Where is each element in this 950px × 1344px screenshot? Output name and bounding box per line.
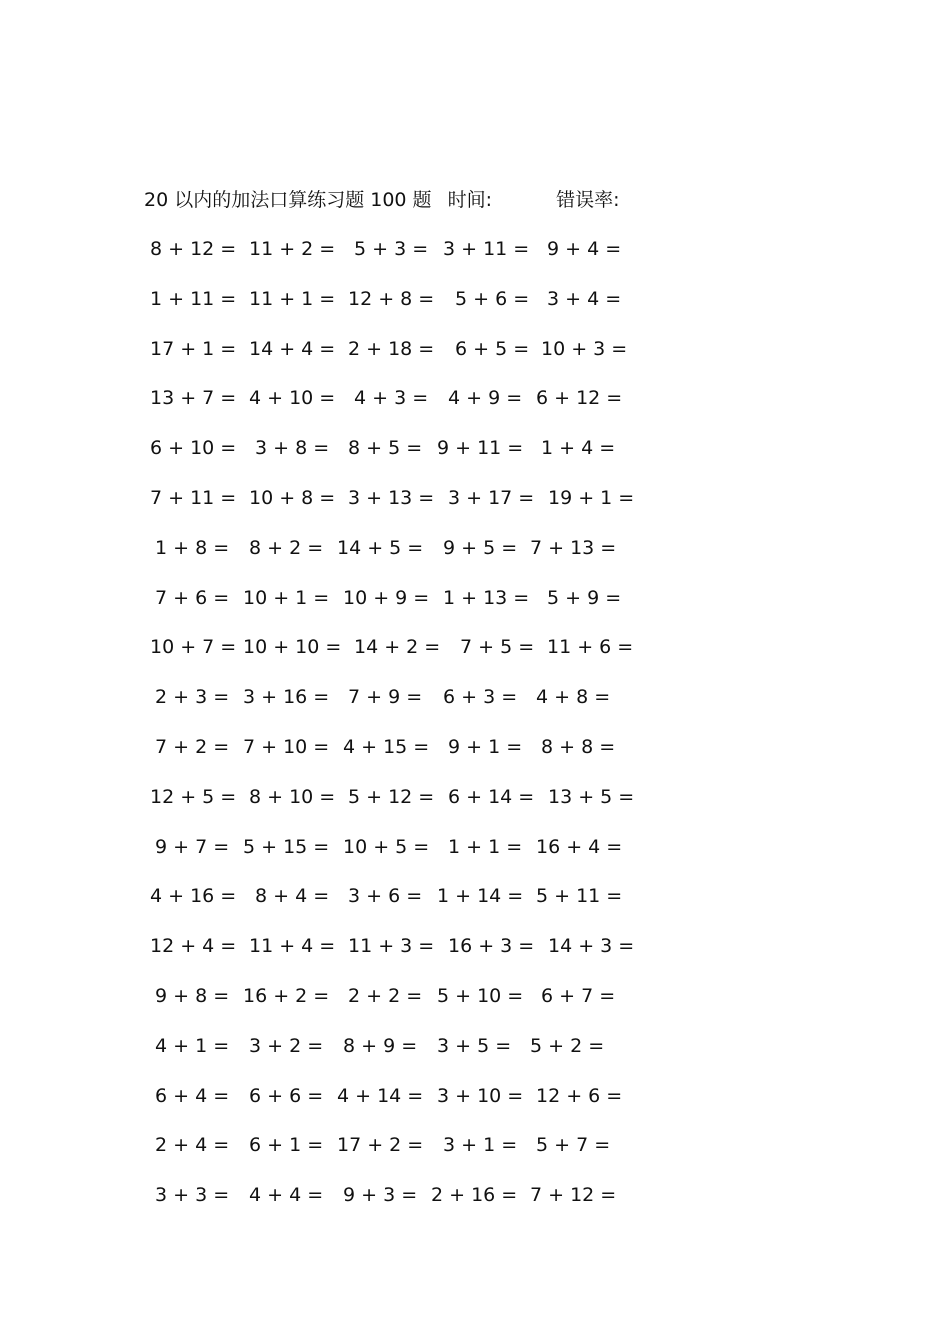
- problem-item: 17 + 2 =: [337, 1134, 424, 1157]
- problem-item: 5 + 3 =: [354, 238, 429, 260]
- problem-item: 1 + 14 =: [437, 885, 524, 908]
- problem-item: 7 + 6 =: [155, 586, 230, 609]
- problem-item: 4 + 16 =: [150, 885, 237, 908]
- problem-item: 1 + 8 =: [155, 536, 230, 559]
- problem-item: 8 + 8 =: [541, 736, 616, 758]
- problem-item: 9 + 8 =: [155, 985, 230, 1007]
- problem-item: 9 + 5 =: [443, 536, 518, 559]
- problem-item: 12 + 4 =: [150, 935, 237, 958]
- problem-item: 14 + 3 =: [548, 935, 635, 958]
- problem-item: 6 + 5 =: [455, 337, 530, 360]
- problem-item: 3 + 1 =: [443, 1134, 518, 1157]
- problem-item: 16 + 3 =: [448, 935, 535, 958]
- problem-item: 5 + 2 =: [530, 1034, 605, 1057]
- problem-item: 2 + 16 =: [431, 1184, 518, 1207]
- time-label: 时间:: [447, 189, 493, 211]
- problem-item: 7 + 5 =: [460, 636, 535, 659]
- problem-item: 5 + 9 =: [547, 586, 622, 609]
- problem-item: 9 + 11 =: [437, 437, 524, 460]
- problem-item: 5 + 10 =: [437, 985, 524, 1007]
- problem-item: 3 + 6 =: [348, 885, 423, 908]
- problem-item: 4 + 4 =: [249, 1184, 324, 1207]
- problem-item: 4 + 8 =: [536, 686, 611, 709]
- problem-item: 11 + 3 =: [348, 935, 435, 958]
- problem-item: 4 + 1 =: [155, 1034, 230, 1057]
- problem-item: 12 + 8 =: [348, 287, 435, 310]
- problem-item: 3 + 13 =: [348, 487, 435, 509]
- problem-item: 7 + 9 =: [348, 686, 423, 709]
- problem-item: 5 + 12 =: [348, 785, 435, 808]
- problem-item: 8 + 9 =: [343, 1034, 418, 1057]
- problem-item: 3 + 5 =: [437, 1034, 512, 1057]
- problem-item: 6 + 4 =: [155, 1084, 230, 1107]
- problem-item: 8 + 10 =: [249, 785, 336, 808]
- problem-item: 5 + 11 =: [536, 885, 623, 908]
- problem-item: 9 + 4 =: [547, 238, 622, 260]
- problem-item: 11 + 6 =: [547, 636, 634, 659]
- problem-item: 6 + 3 =: [443, 686, 518, 709]
- problem-item: 19 + 1 =: [548, 487, 635, 509]
- problem-item: 14 + 2 =: [354, 636, 441, 659]
- problem-item: 12 + 5 =: [150, 785, 237, 808]
- problem-item: 13 + 7 =: [150, 387, 237, 410]
- problem-item: 10 + 10 =: [243, 636, 342, 659]
- problem-item: 17 + 1 =: [150, 337, 237, 360]
- problem-item: 7 + 13 =: [530, 536, 617, 559]
- problem-item: 7 + 2 =: [155, 736, 230, 758]
- problem-item: 1 + 4 =: [541, 437, 616, 460]
- problem-item: 9 + 3 =: [343, 1184, 418, 1207]
- problem-item: 8 + 5 =: [348, 437, 423, 460]
- problem-item: 5 + 6 =: [455, 287, 530, 310]
- problem-item: 13 + 5 =: [548, 785, 635, 808]
- problem-item: 7 + 11 =: [150, 487, 237, 509]
- problem-item: 1 + 13 =: [443, 586, 530, 609]
- problem-item: 3 + 16 =: [243, 686, 330, 709]
- worksheet-title: 20 以内的加法口算练习题 100 题: [144, 189, 432, 211]
- problem-item: 2 + 2 =: [348, 985, 423, 1007]
- problem-item: 10 + 8 =: [249, 487, 336, 509]
- problem-item: 4 + 14 =: [337, 1084, 424, 1107]
- problem-item: 3 + 8 =: [255, 437, 330, 460]
- problem-item: 3 + 3 =: [155, 1184, 230, 1207]
- problem-item: 4 + 3 =: [354, 387, 429, 410]
- problem-item: 6 + 1 =: [249, 1134, 324, 1157]
- problem-item: 16 + 4 =: [536, 835, 623, 858]
- problem-item: 4 + 15 =: [343, 736, 430, 758]
- problem-item: 10 + 5 =: [343, 835, 430, 858]
- problem-item: 3 + 10 =: [437, 1084, 524, 1107]
- problem-item: 4 + 10 =: [249, 387, 336, 410]
- problem-item: 4 + 9 =: [448, 387, 523, 410]
- problem-item: 9 + 7 =: [155, 835, 230, 858]
- problem-item: 16 + 2 =: [243, 985, 330, 1007]
- problem-item: 7 + 10 =: [243, 736, 330, 758]
- problem-item: 6 + 7 =: [541, 985, 616, 1007]
- problem-item: 1 + 11 =: [150, 287, 237, 310]
- problem-item: 14 + 4 =: [249, 337, 336, 360]
- problem-item: 3 + 11 =: [443, 238, 530, 260]
- problem-item: 3 + 2 =: [249, 1034, 324, 1057]
- problem-item: 7 + 12 =: [530, 1184, 617, 1207]
- error-rate-label: 错误率:: [556, 189, 620, 211]
- problem-item: 9 + 1 =: [448, 736, 523, 758]
- problem-item: 10 + 1 =: [243, 586, 330, 609]
- problem-item: 2 + 4 =: [155, 1134, 230, 1157]
- problem-item: 6 + 10 =: [150, 437, 237, 460]
- problem-item: 6 + 14 =: [448, 785, 535, 808]
- problem-item: 11 + 4 =: [249, 935, 336, 958]
- problem-item: 3 + 17 =: [448, 487, 535, 509]
- problem-item: 6 + 6 =: [249, 1084, 324, 1107]
- problem-item: 11 + 1 =: [249, 287, 336, 310]
- problem-item: 2 + 3 =: [155, 686, 230, 709]
- problem-item: 12 + 6 =: [536, 1084, 623, 1107]
- problem-item: 2 + 18 =: [348, 337, 435, 360]
- problem-item: 3 + 4 =: [547, 287, 622, 310]
- problem-item: 1 + 1 =: [448, 835, 523, 858]
- problem-item: 10 + 3 =: [541, 337, 628, 360]
- problem-item: 5 + 15 =: [243, 835, 330, 858]
- problem-item: 11 + 2 =: [249, 238, 336, 260]
- problem-item: 6 + 12 =: [536, 387, 623, 410]
- problem-item: 10 + 7 =: [150, 636, 237, 659]
- problem-item: 8 + 12 =: [150, 238, 237, 260]
- problem-item: 5 + 7 =: [536, 1134, 611, 1157]
- problem-item: 8 + 4 =: [255, 885, 330, 908]
- problem-item: 14 + 5 =: [337, 536, 424, 559]
- problem-item: 10 + 9 =: [343, 586, 430, 609]
- problem-item: 8 + 2 =: [249, 536, 324, 559]
